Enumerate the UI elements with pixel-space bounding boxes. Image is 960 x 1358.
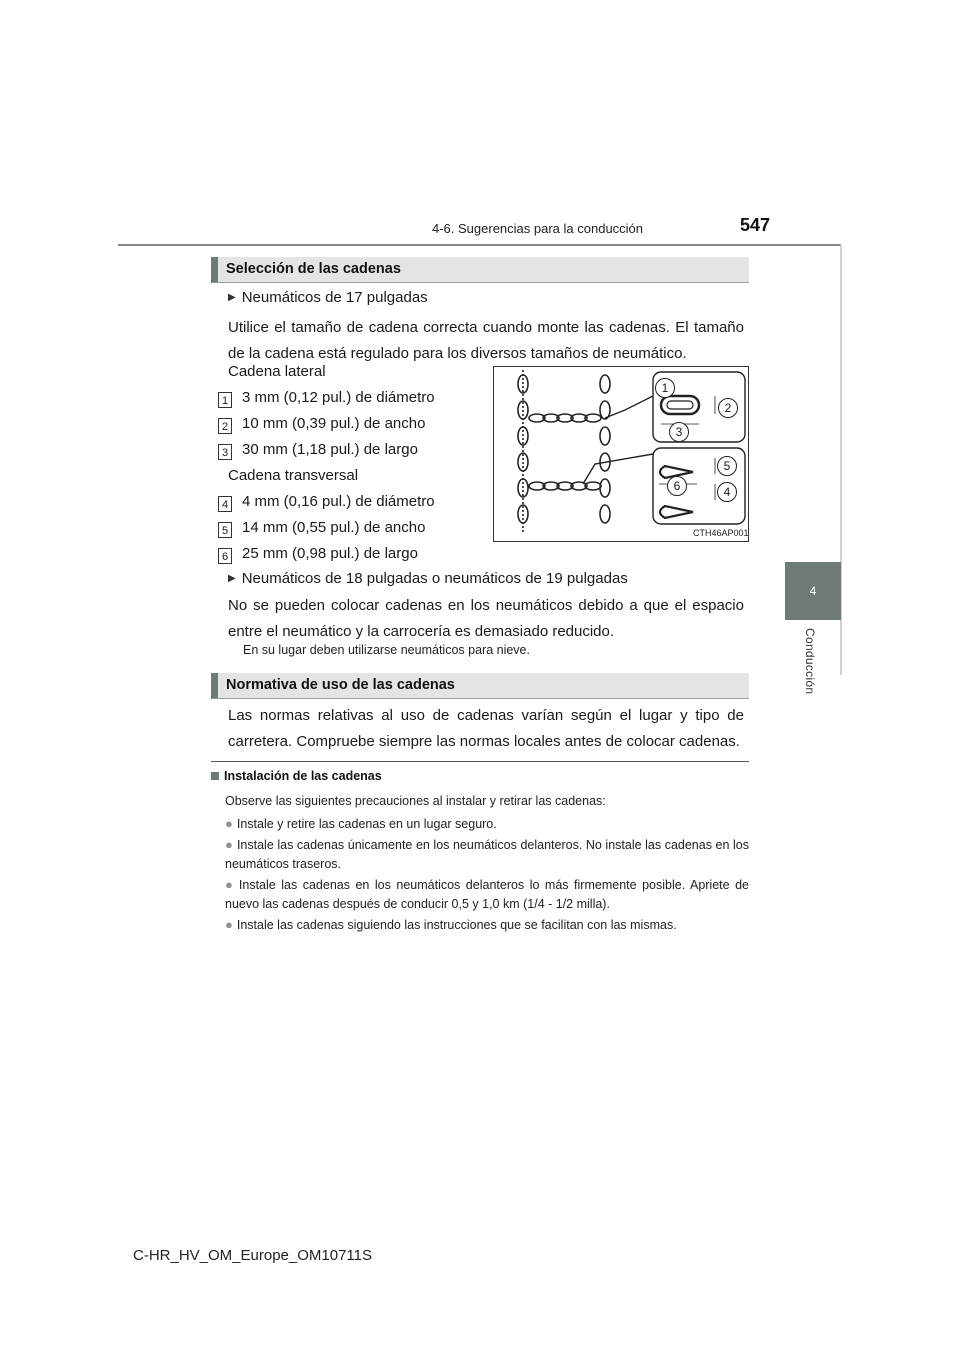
dot-bullet-icon: ● (225, 877, 235, 892)
label-side-chain: Cadena lateral (228, 363, 326, 380)
callout-number: 6 (218, 548, 232, 564)
callout-2: 2 (718, 398, 738, 418)
list-item: 4 4 mm (0,16 pul.) de diámetro (218, 492, 435, 512)
dot-bullet-icon: ● (225, 917, 233, 932)
chapter-label: Conducción (803, 628, 817, 695)
installation-intro: Observe las siguientes precauciones al instalar y retirar las cadenas: (225, 794, 606, 808)
list-item: ● Instale las cadenas en los neumáticos delanteros lo más firmemente posible. Apriete de nuevo las cadenas después de conducir 0,5 y 1,0 km (1/4 - 1/2 milla). (225, 877, 749, 911)
callout-4: 4 (717, 482, 737, 502)
triangle-bullet-icon: ▶ (228, 573, 236, 584)
list-item: 3 30 mm (1,18 pul.) de largo (218, 440, 418, 460)
bullet-18-19-inch: ▶ Neumáticos de 18 pulgadas o neumáticos de 19 pulgadas (228, 570, 628, 587)
callout-number: 5 (218, 522, 232, 538)
square-bullet-icon (211, 772, 219, 780)
callout-5: 5 (717, 456, 737, 476)
callout-3: 3 (669, 422, 689, 442)
bullet-17-inch: ▶ Neumáticos de 17 pulgadas (228, 289, 428, 306)
dot-bullet-icon: ● (225, 837, 233, 852)
paragraph-chain-size: Utilice el tamaño de cadena correcta cuando monte las cadenas. El tamaño de la cadena está regulado para los diversos tamaños de neumático. (228, 319, 744, 362)
section-heading-text: Selección de las cadenas (226, 261, 401, 277)
section-heading-chain-selection (211, 257, 749, 283)
paragraph-regulations: Las normas relativas al uso de cadenas varían según el lugar y tipo de carretera. Compruebe siempre las normas locales antes de colocar cadenas. (228, 707, 744, 750)
footer-doc-id: C-HR_HV_OM_Europe_OM10711S (133, 1247, 372, 1264)
list-item: 5 14 mm (0,55 pul.) de ancho (218, 518, 425, 538)
label-cross-chain: Cadena transversal (228, 467, 359, 484)
callout-number: 2 (218, 418, 232, 434)
chapter-tab[interactable]: 4 (785, 562, 841, 620)
note-snow-tires: En su lugar deben utilizarse neumáticos para nieve. (243, 643, 530, 657)
dot-bullet-icon: ● (225, 816, 233, 831)
callout-6: 6 (667, 476, 687, 496)
section-heading-chain-regulations (211, 673, 749, 699)
chain-figure (493, 366, 749, 542)
list-item: ● Instale las cadenas únicamente en los neumáticos delanteros. No instale las cadenas en los neumáticos traseros. (225, 837, 749, 871)
list-item: 2 10 mm (0,39 pul.) de ancho (218, 414, 425, 434)
figure-code: CTH46AP001 (693, 528, 749, 538)
list-item: ● Instale y retire las cadenas en un lugar seguro. (225, 816, 497, 831)
list-item: 6 25 mm (0,98 pul.) de largo (218, 544, 418, 564)
callout-number: 1 (218, 392, 232, 408)
installation-heading: Instalación de las cadenas (211, 769, 382, 783)
callout-number: 3 (218, 444, 232, 460)
callout-number: 4 (218, 496, 232, 512)
header-section-title: 4-6. Sugerencias para la conducción (432, 221, 644, 236)
chain-diagram (493, 366, 749, 542)
header-rule (118, 244, 841, 246)
page-number: 547 (740, 215, 771, 235)
paragraph-no-chains: No se pueden colocar cadenas en los neumáticos debido a que el espacio entre el neumático y la carrocería es demasiado reducido. (228, 597, 744, 640)
section-divider (211, 761, 749, 762)
list-item: 1 3 mm (0,12 pul.) de diámetro (218, 388, 435, 408)
section-heading-text: Normativa de uso de las cadenas (226, 677, 455, 693)
triangle-bullet-icon: ▶ (228, 292, 236, 303)
callout-1: 1 (655, 378, 675, 398)
list-item: ● Instale las cadenas siguiendo las instrucciones que se facilitan con las mismas. (225, 917, 677, 932)
